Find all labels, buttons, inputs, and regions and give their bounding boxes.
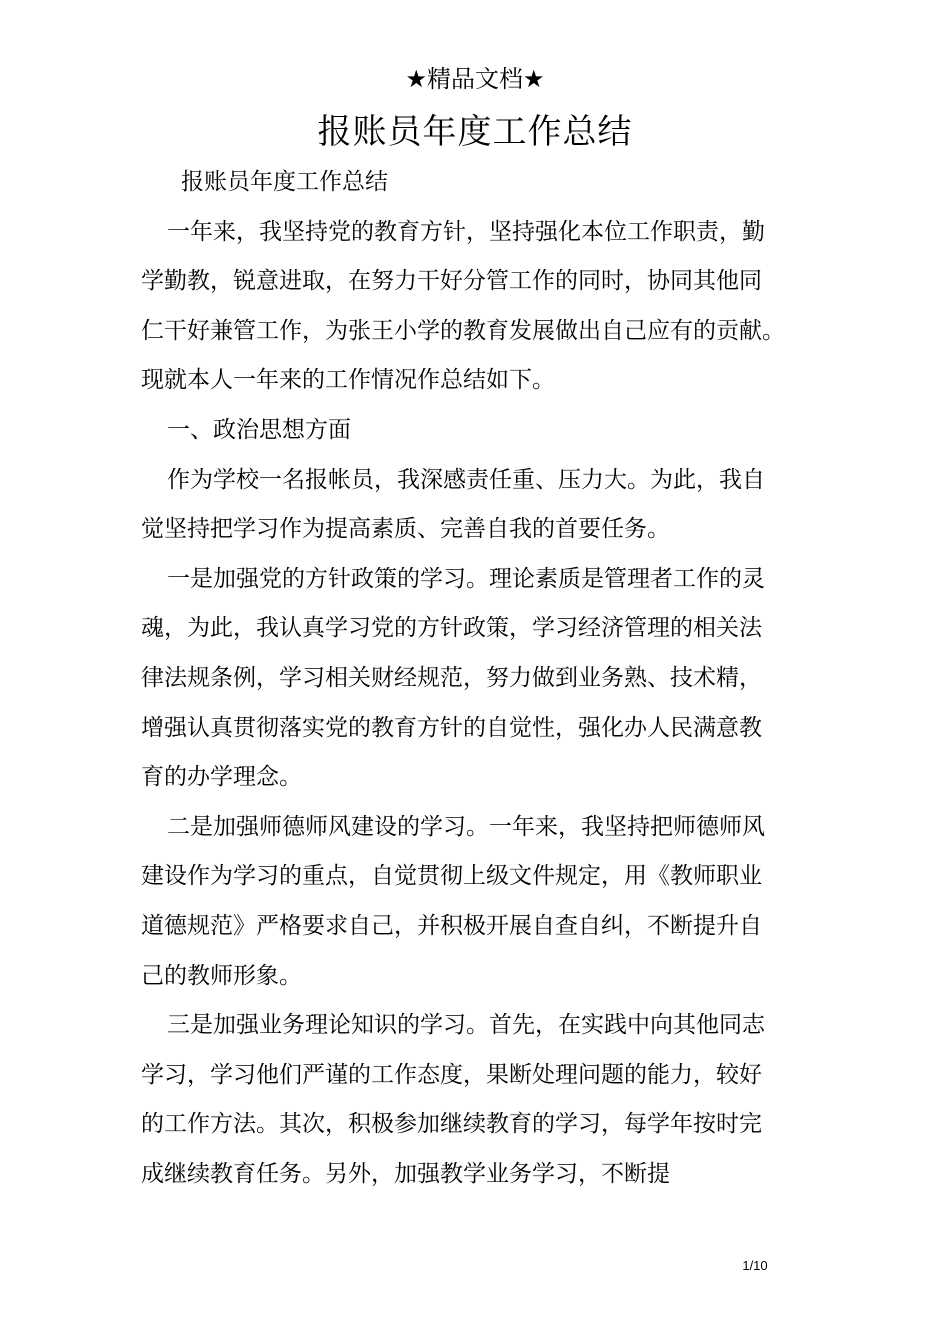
document-title: 报账员年度工作总结 xyxy=(317,112,633,152)
paragraph-line: 律法规条例，学习相关财经规范，努力做到业务熟、技术精， xyxy=(141,664,762,691)
paragraph-line: 觉坚持把学习作为提高素质、完善自我的首要任务。 xyxy=(141,516,670,543)
page-number: 1/10 xyxy=(742,1258,768,1273)
paragraph-line: 现就本人一年来的工作情况作总结如下。 xyxy=(141,367,555,394)
paragraph-line: 一年来，我坚持党的教育方针，坚持强化本位工作职责，勤 xyxy=(167,218,765,245)
paragraph-line: 仁干好兼管工作，为张王小学的教育发展做出自己应有的贡献。 xyxy=(141,317,785,344)
paragraph-line: 己的教师形象。 xyxy=(141,962,302,989)
paragraph-line: 育的办学理念。 xyxy=(141,764,302,791)
paragraph-line: 建设作为学习的重点，自觉贯彻上级文件规定，用《教师职业 xyxy=(141,863,762,890)
paragraph-line: 道德规范》严格要求自己，并积极开展自查自纠，不断提升自 xyxy=(141,912,762,939)
section-heading: 一、政治思想方面 xyxy=(167,416,351,443)
subtitle-line: 报账员年度工作总结 xyxy=(181,169,388,195)
document-body xyxy=(141,158,831,1199)
paragraph-line: 作为学校一名报帐员，我深感责任重、压力大。为此，我自 xyxy=(167,466,765,493)
paragraph-line: 成继续教育任务。另外，加强教学业务学习，不断提 xyxy=(141,1160,670,1187)
paragraph-line: 三是加强业务理论知识的学习。首先，在实践中向其他同志 xyxy=(167,1012,765,1039)
paragraph-line: 二是加强师德师风建设的学习。一年来，我坚持把师德师风 xyxy=(167,813,765,840)
paragraph-line: 一是加强党的方针政策的学习。理论素质是管理者工作的灵 xyxy=(167,565,765,592)
paragraph-line: 的工作方法。其次，积极参加继续教育的学习，每学年按时完 xyxy=(141,1111,762,1138)
paragraph-line: 学勤教，锐意进取，在努力干好分管工作的同时，协同其他同 xyxy=(141,268,762,295)
paragraph-line: 增强认真贯彻落实党的教育方针的自觉性，强化办人民满意教 xyxy=(141,714,762,741)
paragraph-line: 魂，为此，我认真学习党的方针政策，学习经济管理的相关法 xyxy=(141,615,762,642)
header-badge: ★精品文档★ xyxy=(405,65,545,93)
paragraph-line: 学习，学习他们严谨的工作态度，果断处理问题的能力，较好 xyxy=(141,1061,762,1088)
